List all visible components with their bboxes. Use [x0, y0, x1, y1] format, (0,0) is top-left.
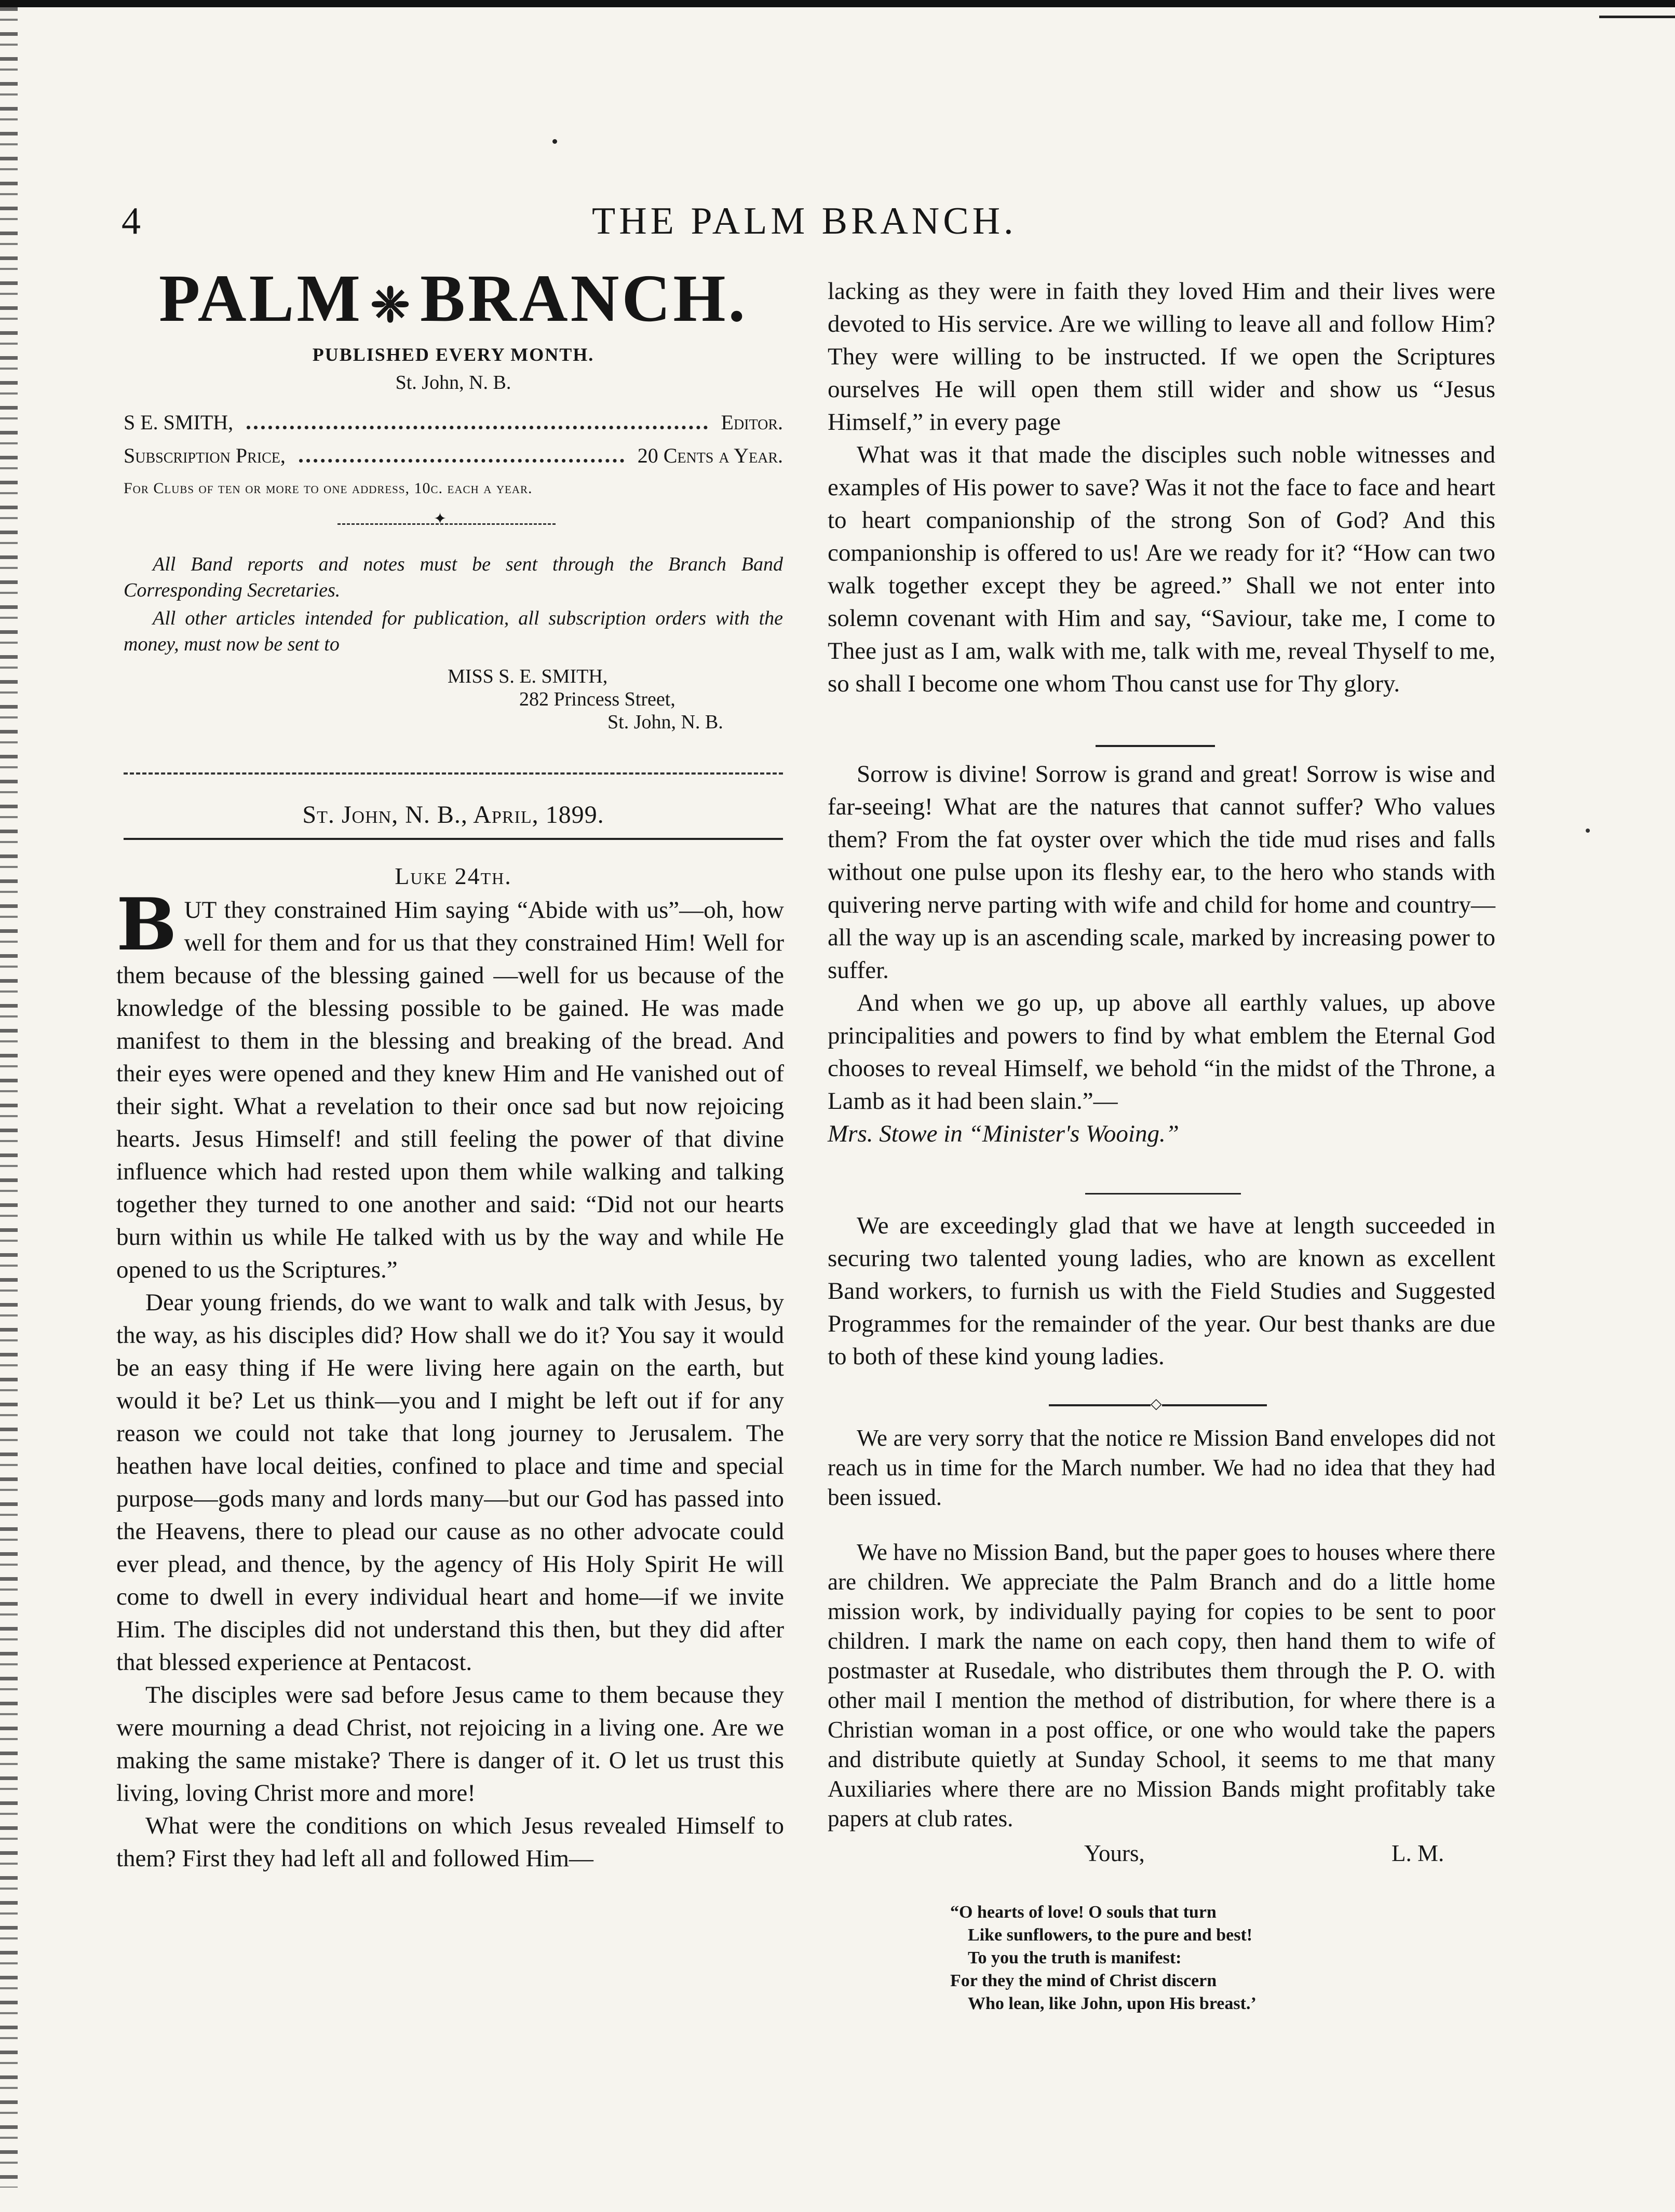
- page-number: 4: [121, 200, 141, 242]
- announcement-text: We are exceedingly glad that we have at length succeeded in securing two talented young ladies, who are known as excellent Band workers, to furnish us with the Field Studies and Suggested Programmes for the remainder of the year. Our best thanks are due to both of these kind young ladies.: [828, 1212, 1495, 1370]
- rule-ornament-icon: ✦: [434, 510, 447, 527]
- masthead-word-right: BRANCH.: [420, 261, 748, 336]
- notice-other-articles: [124, 605, 783, 657]
- ornamental-rule: [1049, 1396, 1267, 1412]
- price-value: 20 Cents a Year.: [637, 444, 783, 467]
- rule-ornament-icon: ◇: [1151, 1396, 1162, 1412]
- closing-word: Yours,: [1084, 1840, 1145, 1866]
- masthead-title: [124, 262, 783, 342]
- club-rates: For Clubs of ten or more to one address, 10c. each a year.: [124, 480, 533, 497]
- publication-frequency: PUBLISHED EVERY MONTH.: [312, 344, 595, 365]
- address-street: 282 Princess Street,: [519, 688, 676, 710]
- address-city: St. John, N. B.: [607, 711, 723, 733]
- reader-letter: [828, 1538, 1495, 1834]
- article-paragraph: The disciples were sad before Jesus came to them because they were mourning a dead Christ, not rejoicing in a living one. Are we making the same mistake? There is danger of it. O let us trust this living, loving Christ more and more!: [116, 1681, 784, 1807]
- article-paragraph: What was it that made the disciples such noble witnesses and examples of His power to save? Was it not the face to face and heart to heart companionship of the strong Son of God? And this companionship is offered to us! Are we ready for it? “How can two walk together except they be agreed.” Shall we not enter into solemn covenant with Him and say, “Saviour, take me, I come to Thee just as I am, walk with me, talk with me, reveal Thyself to me, so shall I become one whom Thou canst use for Thy glory.: [828, 441, 1495, 697]
- poem-line: Like sunflowers, to the pure and best!: [968, 1925, 1253, 1945]
- poem-line: To you the truth is manifest:: [968, 1948, 1182, 1967]
- article-right-column: [828, 275, 1495, 700]
- poem-line: For they the mind of Christ discern: [950, 1971, 1217, 1990]
- poem-line: “O hearts of love! O souls that turn: [950, 1903, 1217, 1922]
- speck: [1586, 829, 1590, 833]
- address-name: MISS S. E. SMITH,: [448, 666, 608, 687]
- short-rule: [1096, 745, 1215, 747]
- top-border: [0, 0, 1675, 7]
- editor-line: [124, 408, 783, 437]
- dot-leaders: [299, 459, 624, 463]
- sorrow-paragraph: And when we go up, up above all earthly values, up above principalities and powers to find by what emblem the Eternal God chooses to reveal Himself, we behold “in the midst of the Throne, a Lamb as it had been slain.”—: [828, 989, 1495, 1115]
- notice-text: All Band reports and notes must be sent through the Branch Band Corresponding Secretaries.: [124, 553, 783, 601]
- running-title: THE PALM BRANCH.: [592, 200, 1017, 242]
- editor-label: Editor.: [721, 411, 783, 434]
- top-rule-fragment: [1599, 16, 1675, 18]
- apology-section: [828, 1423, 1495, 1512]
- masthead-word-left: PALM: [158, 261, 363, 336]
- sorrow-paragraph: Sorrow is divine! Sorrow is grand and great! Sorrow is wise and far-seeing! What are the natures that cannot suffer? Who values them? From the fat oyster over which the tide mud rises and falls without one pulse upon its fleshy ear, to the hero who stands with quivering nerve parting with wife and child for home and country—all the way up is an ascending scale, marked by increasing power to suffer.: [828, 761, 1495, 984]
- speck: [552, 139, 557, 144]
- binding-edge: [0, 7, 18, 2188]
- article-paragraph: lacking as they were in faith they loved Him and their lives were devoted to His service. Are we willing to leave all and follow Him? They were willing to be instructed. If we open the Scriptures ourselves He will open them still wider and show us “Jesus Himself,” in every page: [828, 278, 1495, 436]
- dateline: St. John, N. B., April, 1899.: [302, 801, 604, 829]
- quote-attribution: Mrs. Stowe in “Minister's Wooing.”: [828, 1120, 1179, 1147]
- apology-text: We are very sorry that the notice re Mission Band envelopes did not reach us in time for the March number. We had no idea that they had been issued.: [828, 1425, 1495, 1510]
- ornamental-rule: [337, 510, 556, 527]
- poem: [950, 1901, 1469, 2015]
- short-rule: [1085, 1193, 1241, 1195]
- ornament-icon: ❈: [370, 279, 413, 332]
- dot-leaders: [247, 426, 707, 429]
- price-label: Subscription Price,: [124, 444, 286, 467]
- sorrow-section: [828, 758, 1495, 1150]
- price-line: [124, 441, 783, 470]
- notice-band-reports: [124, 551, 783, 603]
- dropcap-letter: B: [116, 882, 177, 967]
- article-paragraph: Dear young friends, do we want to walk and talk with Jesus, by the way, as his disciples did? How shall we do it? You say it would be an easy thing if He were living here again on the earth, but would it be? Let us think—you and I might be left out if for any reason we could not take that long journey to Jerusalem. The heathen have local deities, confined to place and time and special purpose—gods many and lords many—but our God has passed into the Heavens, there to plead our cause as no other advocate could ever plead, and thence, by the agency of His Holy Spirit He will come to dwell in every individual heart and home—if we invite Him. The disciples did not understand this then, but they did after that blessed experience at Pentacost.: [116, 1289, 784, 1676]
- poem-line: Who lean, like John, upon His breast.’: [968, 1994, 1257, 2013]
- section-rule: [124, 838, 783, 840]
- signature-initials: L. M.: [1392, 1840, 1444, 1866]
- notice-text: All other articles intended for publication, all subscription orders with the money, must now be sent to: [124, 607, 783, 655]
- article-heading: Luke 24th.: [395, 863, 512, 889]
- article-paragraph: What were the conditions on which Jesus revealed Himself to them? First they had left all and followed Him—: [116, 1812, 784, 1872]
- article-left-column: [116, 882, 784, 1875]
- dashed-rule: [124, 772, 783, 775]
- announcement-section: [828, 1210, 1495, 1373]
- article-paragraph-text: UT they constrained Him saying “Abide with us”—oh, how well for them and for us that they constrained Him! Well for them because of the blessing gained —well for us because of the knowledge of the blessing possible to be gained. He was made manifest to them in the blessing and breaking of the bread. And their eyes were opened and they knew Him and He vanished out of their sight. What a revelation to their once sad but now rejoicing hearts. Jesus Himself! and still feeling the power of that divine influence which had rested upon them while walking and talking together they turned to one another and said: “Did not our hearts burn within us while He talked with us by the way and while He opened to us the Scriptures.”: [116, 897, 784, 1283]
- article-paragraph: [116, 882, 784, 1286]
- publication-place: St. John, N. B.: [395, 372, 511, 393]
- letter-text: We have no Mission Band, but the paper goes to houses where there are children. We appreciate the Palm Branch and do a little home mission work, by individually paying for copies to be sent to poor children. I mark the name on each copy, then hand them to wife of postmaster at Rusedale, who distributes them through the P. O. with other mail I mention the method of distribution, for where there is a Christian woman in a post office, or one who would take the papers and distribute quietly at Sunday School, it seems to me that many Auxiliaries where there are no Mission Bands might profitably take papers at club rates.: [828, 1539, 1495, 1831]
- editor-name: S E. SMITH,: [124, 411, 234, 434]
